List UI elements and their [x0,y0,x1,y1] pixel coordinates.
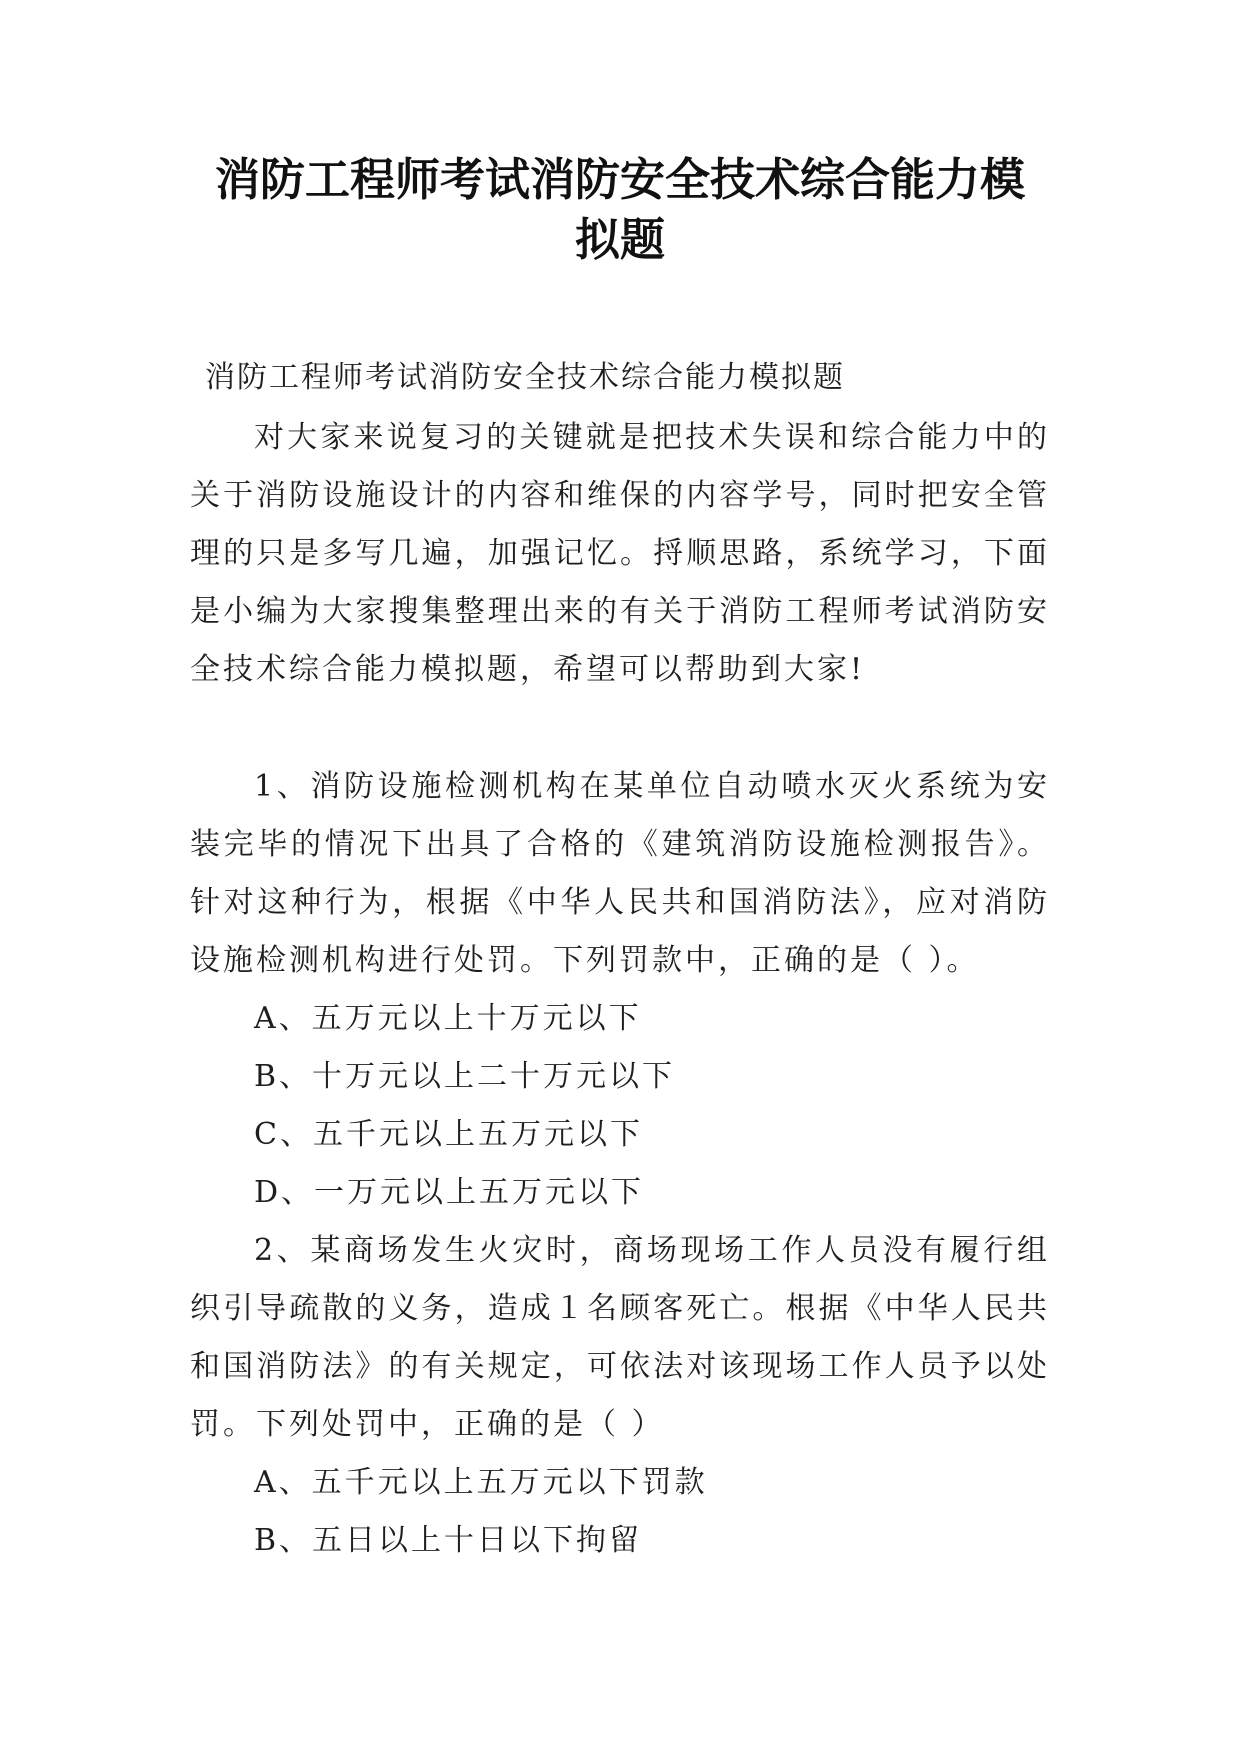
question-option: A、五万元以上十万元以下 [254,1001,642,1036]
intro-paragraph: 对大家来说复习的关键就是把技术失误和综合能力中的关于消防设施设计的内容和维保的内容学号，同时把安全管理的只是多写几遍，加强记忆。捋顺思路，系统学习，下面是小编为大家搜集整理出来的有关于消防工程师考试消防安全技术综合能力模拟题，希望可以帮助到大家! [190,420,1050,687]
question-option: B、十万元以上二十万元以下 [254,1059,676,1094]
question-option: A、五千元以上五万元以下罚款 [254,1465,708,1500]
question-stem: 1、消防设施检测机构在某单位自动喷水灭火系统为安装完毕的情况下出具了合格的《建筑消防设施检测报告》。针对这种行为，根据《中华人民共和国消防法》，应对消防设施检测机构进行处罚。下列罚款中，正确的是（ ）。 [190,769,1050,978]
title-line-1: 消防工程师考试消防安全技术综合能力模 [214,153,1025,206]
questions-section [190,758,1050,1570]
question-option: C、五千元以上五万元以下 [254,1117,643,1152]
document-title [190,150,1050,270]
question-stem: 2、某商场发生火灾时，商场现场工作人员没有履行组织引导疏散的义务，造成１名顾客死亡。根据《中华人民共和国消防法》的有关规定，可依法对该现场工作人员予以处罚。下列处罚中，正确的是（ ） [190,1233,1050,1442]
document-subtitle: 消防工程师考试消防安全技术综合能力模拟题 [205,360,845,395]
question-option: D、一万元以上五万元以下 [254,1175,645,1210]
title-line-2: 拟题 [574,213,665,266]
question-2 [190,1222,1050,1570]
question-option: B、五日以上十日以下拘留 [254,1523,643,1558]
question-1 [190,758,1050,1222]
intro-section [190,409,1050,699]
